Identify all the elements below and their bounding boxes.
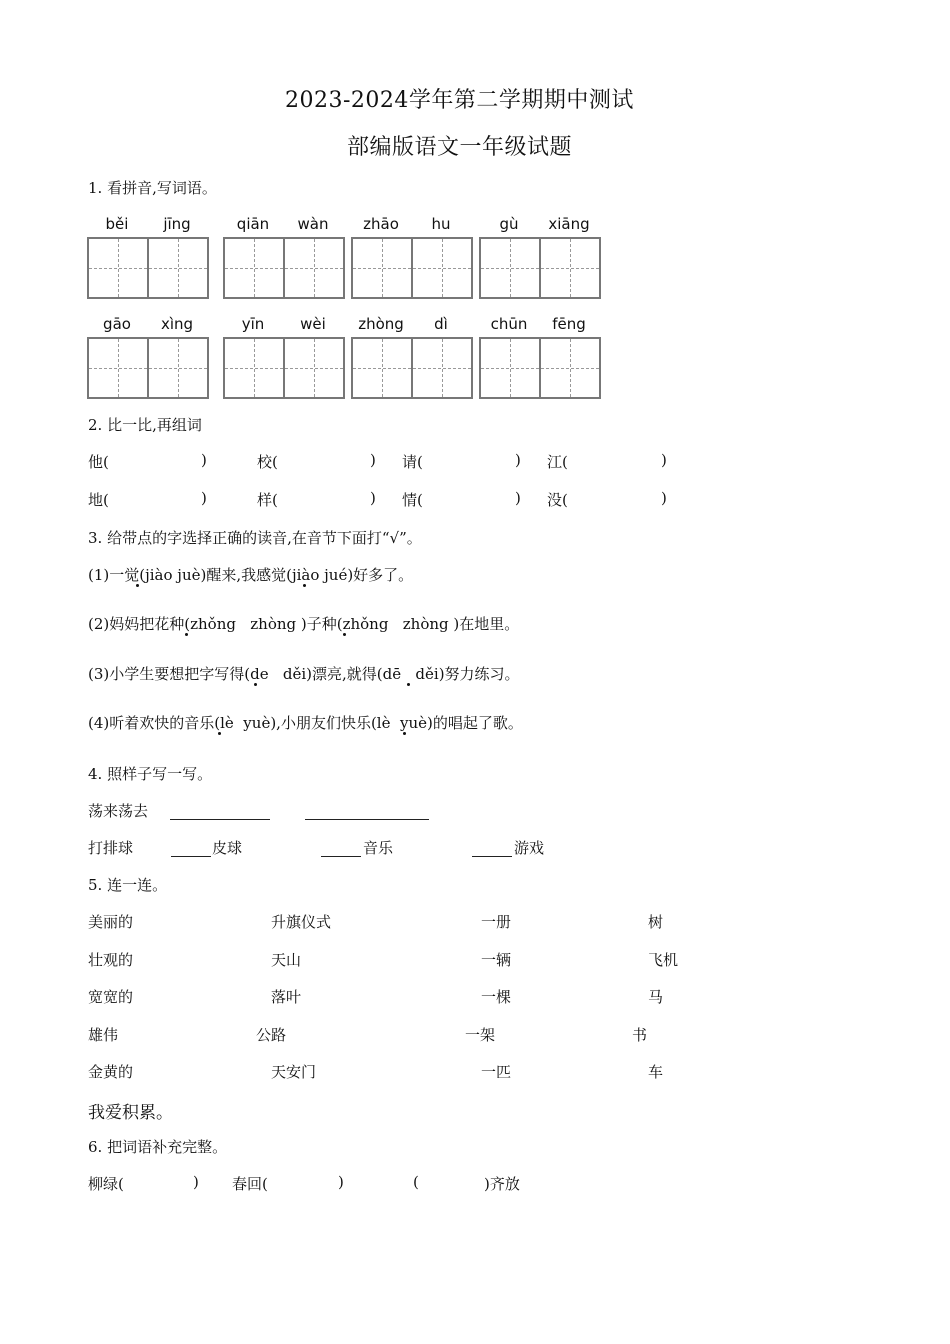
- q3-item-1: (1)一觉(jiào juè)醒来,我感觉(jiào jué)好多了。: [88, 566, 414, 584]
- writing-grid[interactable]: [223, 237, 345, 299]
- answer-blank[interactable]: [171, 855, 211, 857]
- match-item[interactable]: 雄伟: [88, 1026, 119, 1044]
- pinyin-syllable: chūn: [490, 315, 528, 333]
- q4-label: 4. 照样子写一写。: [88, 765, 213, 783]
- paren-close: ): [201, 489, 207, 507]
- match-item[interactable]: 一架: [465, 1026, 496, 1044]
- q4-item-2: 音乐: [363, 839, 394, 857]
- emphasis-dot: [136, 584, 139, 587]
- answer-blank[interactable]: [321, 855, 361, 857]
- q4-item-1: 皮球: [212, 839, 243, 857]
- q4-model: 打排球: [88, 839, 134, 857]
- paren-close: ): [661, 451, 667, 469]
- paren-close: ): [515, 489, 521, 507]
- pinyin-syllable: yīn: [241, 315, 265, 333]
- match-item[interactable]: 壮观的: [88, 951, 134, 969]
- match-item[interactable]: 一匹: [481, 1063, 512, 1081]
- q2-label: 2. 比一比,再组词: [88, 416, 202, 434]
- writing-cell[interactable]: [89, 339, 147, 397]
- writing-cell[interactable]: [89, 239, 147, 297]
- match-item[interactable]: 树: [648, 913, 664, 931]
- pinyin-syllable: qiān: [236, 215, 270, 233]
- writing-grid[interactable]: [351, 337, 473, 399]
- emphasis-dot: [407, 683, 410, 686]
- compare-char: 情(: [402, 491, 423, 509]
- writing-grid[interactable]: [479, 237, 601, 299]
- emphasis-dot: [218, 732, 221, 735]
- writing-cell[interactable]: [353, 339, 411, 397]
- pinyin-syllable: hu: [431, 215, 451, 233]
- section-heading: 我爱积累。: [88, 1103, 173, 1123]
- writing-grid[interactable]: [351, 237, 473, 299]
- q4-item-3: 游戏: [514, 839, 545, 857]
- writing-cell[interactable]: [283, 239, 343, 297]
- match-item[interactable]: 公路: [256, 1026, 287, 1044]
- match-item[interactable]: 落叶: [271, 988, 302, 1006]
- match-item[interactable]: 一辆: [481, 951, 512, 969]
- compare-char: 样(: [257, 491, 278, 509]
- paren-close: ): [370, 489, 376, 507]
- writing-grid[interactable]: [87, 237, 209, 299]
- writing-cell[interactable]: [353, 239, 411, 297]
- pinyin-syllable: gù: [499, 215, 519, 233]
- pinyin-syllable: wàn: [297, 215, 329, 233]
- match-item[interactable]: 天安门: [271, 1063, 317, 1081]
- pinyin-syllable: xiāng: [548, 215, 590, 233]
- match-item[interactable]: 宽宽的: [88, 988, 134, 1006]
- match-item[interactable]: 升旗仪式: [271, 913, 332, 931]
- q6-close: ): [193, 1173, 199, 1191]
- match-item[interactable]: 美丽的: [88, 913, 134, 931]
- writing-cell[interactable]: [225, 339, 283, 397]
- match-item[interactable]: 车: [648, 1063, 664, 1081]
- compare-char: 没(: [547, 491, 568, 509]
- q3-item-2: (2)妈妈把花种(zhǒng zhòng )子种(zhǒng zhòng )在地里。: [88, 615, 520, 633]
- writing-cell[interactable]: [147, 239, 207, 297]
- answer-blank[interactable]: [170, 818, 270, 820]
- match-item[interactable]: 书: [632, 1026, 648, 1044]
- page-subtitle: 部编版语文一年级试题: [347, 135, 573, 160]
- pinyin-syllable: běi: [105, 215, 129, 233]
- pinyin-syllable: fēng: [552, 315, 586, 333]
- q3-item-4: (4)听着欢快的音乐(lè yuè),小朋友们快乐(lè yuè)的唱起了歌。: [88, 714, 523, 732]
- writing-cell[interactable]: [539, 339, 599, 397]
- emphasis-dot: [254, 683, 257, 686]
- match-item[interactable]: 一册: [481, 913, 512, 931]
- match-item[interactable]: 天山: [271, 951, 302, 969]
- answer-blank[interactable]: [472, 855, 512, 857]
- emphasis-dot: [403, 732, 406, 735]
- q1-label: 1. 看拼音,写词语。: [88, 179, 217, 197]
- emphasis-dot: [185, 633, 188, 636]
- match-item[interactable]: 飞机: [648, 951, 679, 969]
- emphasis-dot: [303, 584, 306, 587]
- writing-grid[interactable]: [87, 337, 209, 399]
- compare-char: 地(: [88, 491, 109, 509]
- writing-grid[interactable]: [223, 337, 345, 399]
- q6-open: (: [413, 1173, 419, 1191]
- pinyin-syllable: wèi: [300, 315, 326, 333]
- pinyin-syllable: jīng: [163, 215, 191, 233]
- pinyin-syllable: zhòng: [358, 315, 404, 333]
- answer-blank[interactable]: [305, 818, 429, 820]
- pinyin-syllable: xìng: [160, 315, 194, 333]
- pinyin-syllable: gāo: [103, 315, 131, 333]
- paren-close: ): [201, 451, 207, 469]
- q3-label: 3. 给带点的字选择正确的读音,在音节下面打“√”。: [88, 529, 422, 547]
- page-title: 2023-2024学年第二学期期中测试: [285, 88, 634, 113]
- q6-close: ): [338, 1173, 344, 1191]
- writing-cell[interactable]: [411, 239, 471, 297]
- paren-close: ): [515, 451, 521, 469]
- writing-cell[interactable]: [481, 239, 539, 297]
- paren-close: ): [370, 451, 376, 469]
- writing-cell[interactable]: [283, 339, 343, 397]
- writing-cell[interactable]: [225, 239, 283, 297]
- writing-cell[interactable]: [481, 339, 539, 397]
- pinyin-syllable: zhāo: [363, 215, 399, 233]
- q6-label: 6. 把词语补充完整。: [88, 1138, 228, 1156]
- writing-grid[interactable]: [479, 337, 601, 399]
- emphasis-dot: [343, 633, 346, 636]
- writing-cell[interactable]: [411, 339, 471, 397]
- match-item[interactable]: 一棵: [481, 988, 512, 1006]
- compare-char: 校(: [257, 453, 278, 471]
- match-item[interactable]: 马: [648, 988, 664, 1006]
- pinyin-syllable: dì: [434, 315, 448, 333]
- compare-char: 江(: [547, 453, 568, 471]
- compare-char: 他(: [88, 453, 109, 471]
- q6-item: 春回(: [232, 1175, 268, 1193]
- paren-close: ): [661, 489, 667, 507]
- q4-example: 荡来荡去: [88, 802, 149, 820]
- match-item[interactable]: 金黄的: [88, 1063, 134, 1081]
- q6-item: )齐放: [484, 1175, 520, 1193]
- q6-item: 柳绿(: [88, 1175, 124, 1193]
- compare-char: 请(: [402, 453, 423, 471]
- writing-cell[interactable]: [147, 339, 207, 397]
- q3-item-3: (3)小学生要想把字写得(de děi)漂亮,就得(dē děi)努力练习。: [88, 665, 520, 683]
- writing-cell[interactable]: [539, 239, 599, 297]
- q5-label: 5. 连一连。: [88, 876, 168, 894]
